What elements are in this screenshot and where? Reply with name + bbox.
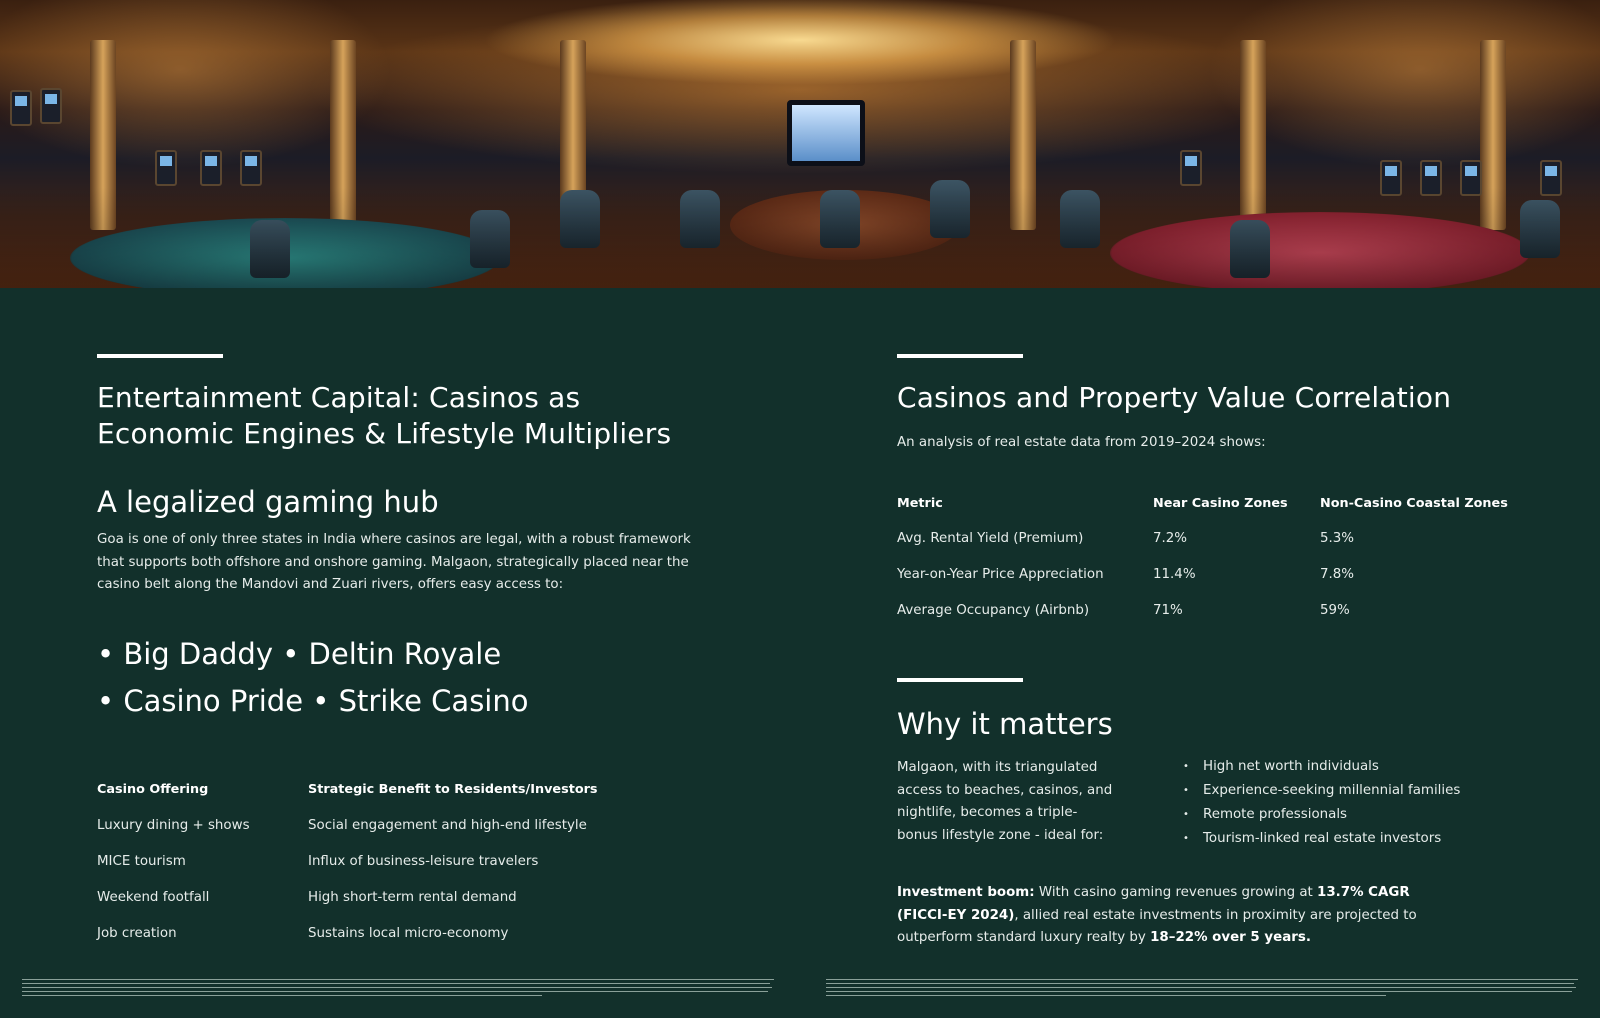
section-title-line: Economic Engines & Lifestyle Multipliers: [97, 417, 672, 450]
list-item: • Remote professionals: [1183, 803, 1460, 827]
casino-list-line: • Casino Pride • Strike Casino: [97, 684, 529, 718]
audience-list: [1183, 755, 1460, 851]
boom-text: , allied real estate investments in proximity are projected to outperform standard luxury realty by: [897, 907, 1417, 945]
boom-label: Investment boom:: [897, 885, 1035, 900]
fine-print-texture: [22, 978, 774, 1000]
table-cell: Influx of business-leisure travelers: [308, 854, 539, 869]
table-cell: Average Occupancy (Airbnb): [897, 603, 1090, 618]
table-cell: Sustains local micro-economy: [308, 926, 509, 941]
boom-text: With casino gaming revenues growing at: [1034, 885, 1318, 900]
subheading: A legalized gaming hub: [97, 485, 439, 519]
intro-paragraph: Goa is one of only three states in India where casinos are legal, with a robust framework that supports both offshore and onshore gaming. Malgaon, strategically placed near the casino belt along the Mandovi and Zuari rivers, offers easy access to:: [97, 532, 691, 592]
why-paragraph: Malgaon, with its triangulated access to beaches, casinos, and nightlife, becomes a triple-bonus lifestyle zone - ideal for:: [897, 760, 1113, 843]
table-cell: High short-term rental demand: [308, 890, 517, 905]
why-it-matters-title: Why it matters: [897, 707, 1113, 741]
table-header: Strategic Benefit to Residents/Investors: [308, 782, 598, 797]
table-cell: 71%: [1153, 603, 1183, 618]
list-item: • Tourism-linked real estate investors: [1183, 827, 1460, 851]
table-header: Casino Offering: [97, 782, 209, 797]
fine-print-texture: [826, 978, 1578, 1000]
table-cell: Year-on-Year Price Appreciation: [897, 567, 1104, 582]
table-cell: Luxury dining + shows: [97, 818, 250, 833]
intro-text: An analysis of real estate data from 2019–2024 shows:: [897, 435, 1266, 450]
disclaimer-fine-print: [826, 978, 1578, 1000]
table-cell: Social engagement and high-end lifestyle: [308, 818, 587, 833]
table-cell: Job creation: [97, 926, 177, 941]
table-cell: 7.2%: [1153, 531, 1188, 546]
table-cell: 59%: [1320, 603, 1350, 618]
section-title: Casinos and Property Value Correlation: [897, 381, 1452, 414]
section-rule: [897, 678, 1023, 682]
hero-shade: [0, 0, 1600, 288]
table-cell: 7.8%: [1320, 567, 1355, 582]
property-correlation-table: [897, 496, 1537, 626]
boom-outperform: 18–22% over 5 years.: [1150, 930, 1311, 945]
list-item: • Experience-seeking millennial families: [1183, 779, 1460, 803]
hero-casino-image: [0, 0, 1600, 288]
section-rule: [97, 354, 223, 358]
table-cell: MICE tourism: [97, 854, 186, 869]
investment-boom-paragraph: [897, 882, 1457, 950]
section-rule: [897, 354, 1023, 358]
table-cell: 5.3%: [1320, 531, 1355, 546]
table-header: Metric: [897, 496, 943, 511]
boom-cagr: 13.7% CAGR (FICCI-EY 2024): [897, 885, 1410, 923]
disclaimer-fine-print: [22, 978, 774, 1000]
table-cell: Weekend footfall: [97, 890, 210, 905]
section-title-line: Entertainment Capital: Casinos as: [97, 381, 581, 414]
casino-offering-table: [97, 782, 697, 952]
table-header: Non-Casino Coastal Zones: [1320, 496, 1508, 511]
casino-list-line: • Big Daddy • Deltin Royale: [97, 637, 502, 671]
list-item: • High net worth individuals: [1183, 755, 1460, 779]
table-header: Near Casino Zones: [1153, 496, 1288, 511]
table-cell: 11.4%: [1153, 567, 1196, 582]
section-title: [97, 380, 671, 452]
table-cell: Avg. Rental Yield (Premium): [897, 531, 1084, 546]
